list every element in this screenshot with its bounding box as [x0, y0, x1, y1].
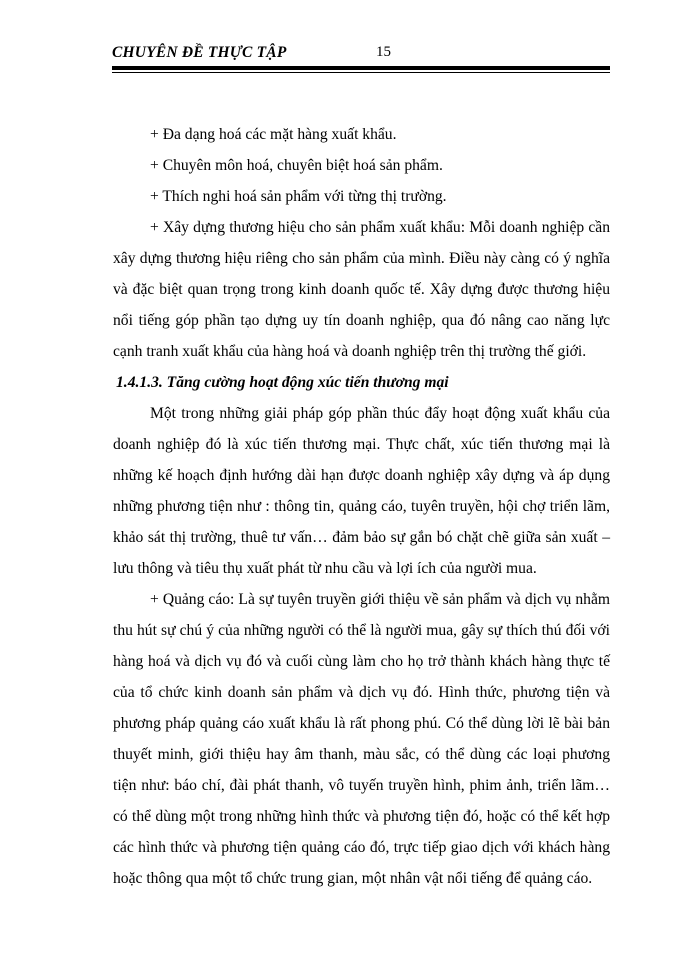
- page-number: 15: [376, 44, 391, 60]
- bullet-diversify: + Đa dạng hoá các mặt hàng xuất khẩu.: [150, 126, 397, 143]
- header-rule-thick: [112, 66, 610, 70]
- bullet-specialize: + Chuyên môn hoá, chuyên biệt hoá sản phẩm.: [150, 157, 443, 174]
- bullet-branding: + Xây dựng thương hiệu cho sản phẩm xuất khẩu: Mỗi doanh nghiệp cần xây dựng thương hiệu riêng cho sản phẩm của mình. Điều này càng có ý nghĩa và đặc biệt quan trọng trong kinh doanh quốc tế. Xây dựng được thương hiệu nổi tiếng góp phần tạo dựng uy tín doanh nghiệp, qua đó nâng cao năng lực cạnh tranh xuất khẩu của hàng hoá và doanh nghiệp trên thị trường thế giới.: [113, 219, 610, 360]
- paragraph-trade-promotion: Một trong những giải pháp góp phần thúc đẩy hoạt động xuất khẩu của doanh nghiệp đó là xúc tiến thương mại. Thực chất, xúc tiến thương mại là những kế hoạch định hướng dài hạn được doanh nghiệp xây dựng và áp dụng những phương tiện như : thông tin, quảng cáo, tuyên truyền, hội chợ triển lãm, khảo sát thị trường, thuê tư vấn… đảm bảo sự gắn bó chặt chẽ giữa sản xuất – lưu thông và tiêu thụ xuất phát từ nhu cầu và lợi ích của người mua.: [113, 405, 610, 577]
- section-heading: 1.4.1.3. Tăng cường hoạt động xúc tiến thương mại: [116, 374, 449, 391]
- paragraph-advertising: + Quảng cáo: Là sự tuyên truyền giới thiệu về sản phẩm và dịch vụ nhằm thu hút sự chú ý của những người có thể là người mua, gây sự thích thú đối với hàng hoá và dịch vụ đó và cuối cùng làm cho họ trở thành khách hàng thực tế của tổ chức kinh doanh sản phẩm và dịch vụ đó. Hình thức, phương tiện và phương pháp quảng cáo xuất khẩu là rất phong phú. Có thể dùng lời lẽ bài bản thuyết minh, giới thiệu hay âm thanh, màu sắc, có thể dùng các loại phương tiện như: báo chí, đài phát thanh, vô tuyến truyền hình, phim ảnh, triển lãm…có thể dùng một trong những hình thức và phương tiện đó, hoặc có thể kết hợp các hình thức và phương tiện quảng cáo đó, trực tiếp giao dịch với khách hàng hoặc thông qua một tổ chức trung gian, một nhân vật nổi tiếng để quảng cáo.: [113, 591, 610, 887]
- document-body: [113, 119, 610, 894]
- header-title: CHUYÊN ĐỀ THỰC TẬP: [112, 44, 287, 61]
- header-rule-thin: [112, 72, 610, 73]
- page-header: [112, 44, 610, 74]
- bullet-adapt: + Thích nghi hoá sản phẩm với từng thị trường.: [150, 188, 447, 205]
